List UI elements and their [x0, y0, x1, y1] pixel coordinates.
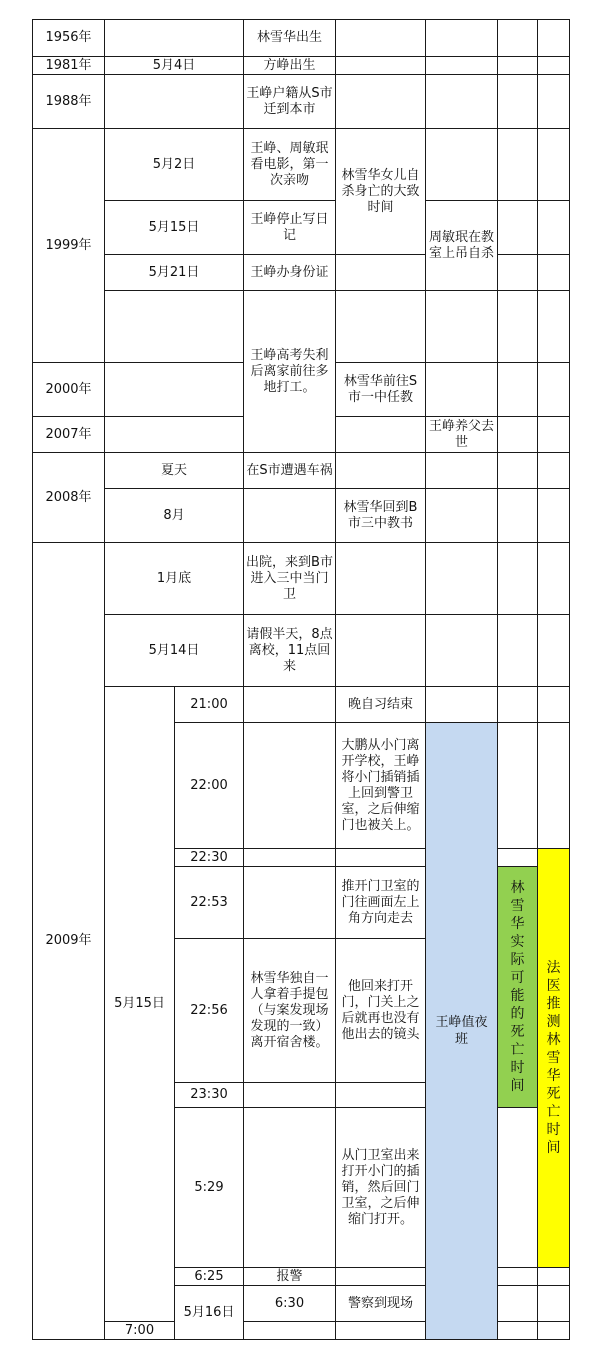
- table-row: [33, 20, 570, 57]
- table-row: [33, 543, 570, 615]
- time-cell: 22:53: [175, 867, 244, 939]
- event-cell: 警察到现场: [336, 1286, 426, 1322]
- table-row: [33, 75, 570, 129]
- year-cell: 2008年: [33, 453, 105, 543]
- table-row: [33, 453, 570, 489]
- year-cell: 1981年: [33, 57, 105, 75]
- event-cell: 林雪华出生: [244, 20, 336, 57]
- time-cell: 5:29: [175, 1108, 244, 1268]
- event-cell: 林雪华独自一人拿着手提包（与案发现场发现的一致）离开宿舍楼。: [244, 939, 336, 1083]
- event-cell: 他回来打开门，门关上之后就再也没有他出去的镜头: [336, 939, 426, 1083]
- event-cell: 王峥养父去世: [426, 417, 498, 453]
- event-cell: 推开门卫室的门往画面左上角方向走去: [336, 867, 426, 939]
- year-cell: 2009年: [33, 543, 105, 1340]
- table-row: [33, 129, 570, 201]
- year-cell: 1999年: [33, 129, 105, 363]
- event-cell: 林雪华女儿自杀身亡的大致时间: [336, 129, 426, 255]
- time-cell: 22:30: [175, 849, 244, 867]
- event-cell: 王峥高考失利后离家前往多地打工。: [244, 291, 336, 453]
- time-cell: 22:56: [175, 939, 244, 1083]
- date-cell: 5月15日: [105, 687, 175, 1322]
- table-row: [33, 291, 570, 363]
- night-shift-bar: 王峥值夜班: [426, 723, 498, 1340]
- date-cell: 5月4日: [105, 57, 244, 75]
- event-cell: 林雪华前往S市一中任教: [336, 363, 426, 417]
- event-cell: 报警: [244, 1268, 336, 1286]
- event-cell: 出院，来到B市进入三中当门卫: [244, 543, 336, 615]
- time-cell: 23:30: [175, 1083, 244, 1108]
- forensic-death-time-bar: 法医推测林雪华死亡时间: [538, 849, 570, 1268]
- time-cell: 6:25: [175, 1268, 244, 1286]
- time-cell: 6:30: [244, 1286, 336, 1322]
- event-cell: 在S市遭遇车祸: [244, 453, 336, 489]
- actual-death-time-bar: 林雪华实际可能的死亡时间: [498, 867, 538, 1108]
- event-cell: 请假半天，8点离校，11点回来: [244, 615, 336, 687]
- date-cell: 1月底: [105, 543, 244, 615]
- event-cell: 王峥停止写日记: [244, 201, 336, 255]
- event-cell: 王峥户籍从S市迁到本市: [244, 75, 336, 129]
- date-cell: 5月14日: [105, 615, 244, 687]
- table-row: [33, 615, 570, 687]
- event-cell: 大鹏从小门离开学校，王峥将小门插销插上回到警卫室，之后伸缩门也被关上。: [336, 723, 426, 849]
- event-cell: 王峥、周敏珉看电影，第一次亲吻: [244, 129, 336, 201]
- date-cell: 5月16日: [175, 1286, 244, 1340]
- table-row: [33, 201, 570, 255]
- year-cell: 2007年: [33, 417, 105, 453]
- time-cell: 21:00: [175, 687, 244, 723]
- time-cell: 22:00: [175, 723, 244, 849]
- year-cell: 1956年: [33, 20, 105, 57]
- event-cell: 王峥办身份证: [244, 255, 336, 291]
- date-cell: 5月2日: [105, 129, 244, 201]
- table-row: [33, 57, 570, 75]
- table-row: [33, 489, 570, 543]
- timeline-table: [32, 19, 570, 1340]
- table-row: [33, 687, 570, 723]
- event-cell: 晚自习结束: [336, 687, 426, 723]
- date-cell: 5月15日: [105, 201, 244, 255]
- event-cell: 周敏珉在教室上吊自杀: [426, 201, 498, 291]
- event-cell: 从门卫室出来打开小门的插销，然后回门卫室，之后伸缩门打开。: [336, 1108, 426, 1268]
- year-cell: 1988年: [33, 75, 105, 129]
- date-cell: 夏天: [105, 453, 244, 489]
- date-cell: 5月21日: [105, 255, 244, 291]
- date-cell: 8月: [105, 489, 244, 543]
- event-cell: 方峥出生: [244, 57, 336, 75]
- year-cell: 2000年: [33, 363, 105, 417]
- time-cell: 7:00: [105, 1322, 175, 1340]
- event-cell: 林雪华回到B市三中教书: [336, 489, 426, 543]
